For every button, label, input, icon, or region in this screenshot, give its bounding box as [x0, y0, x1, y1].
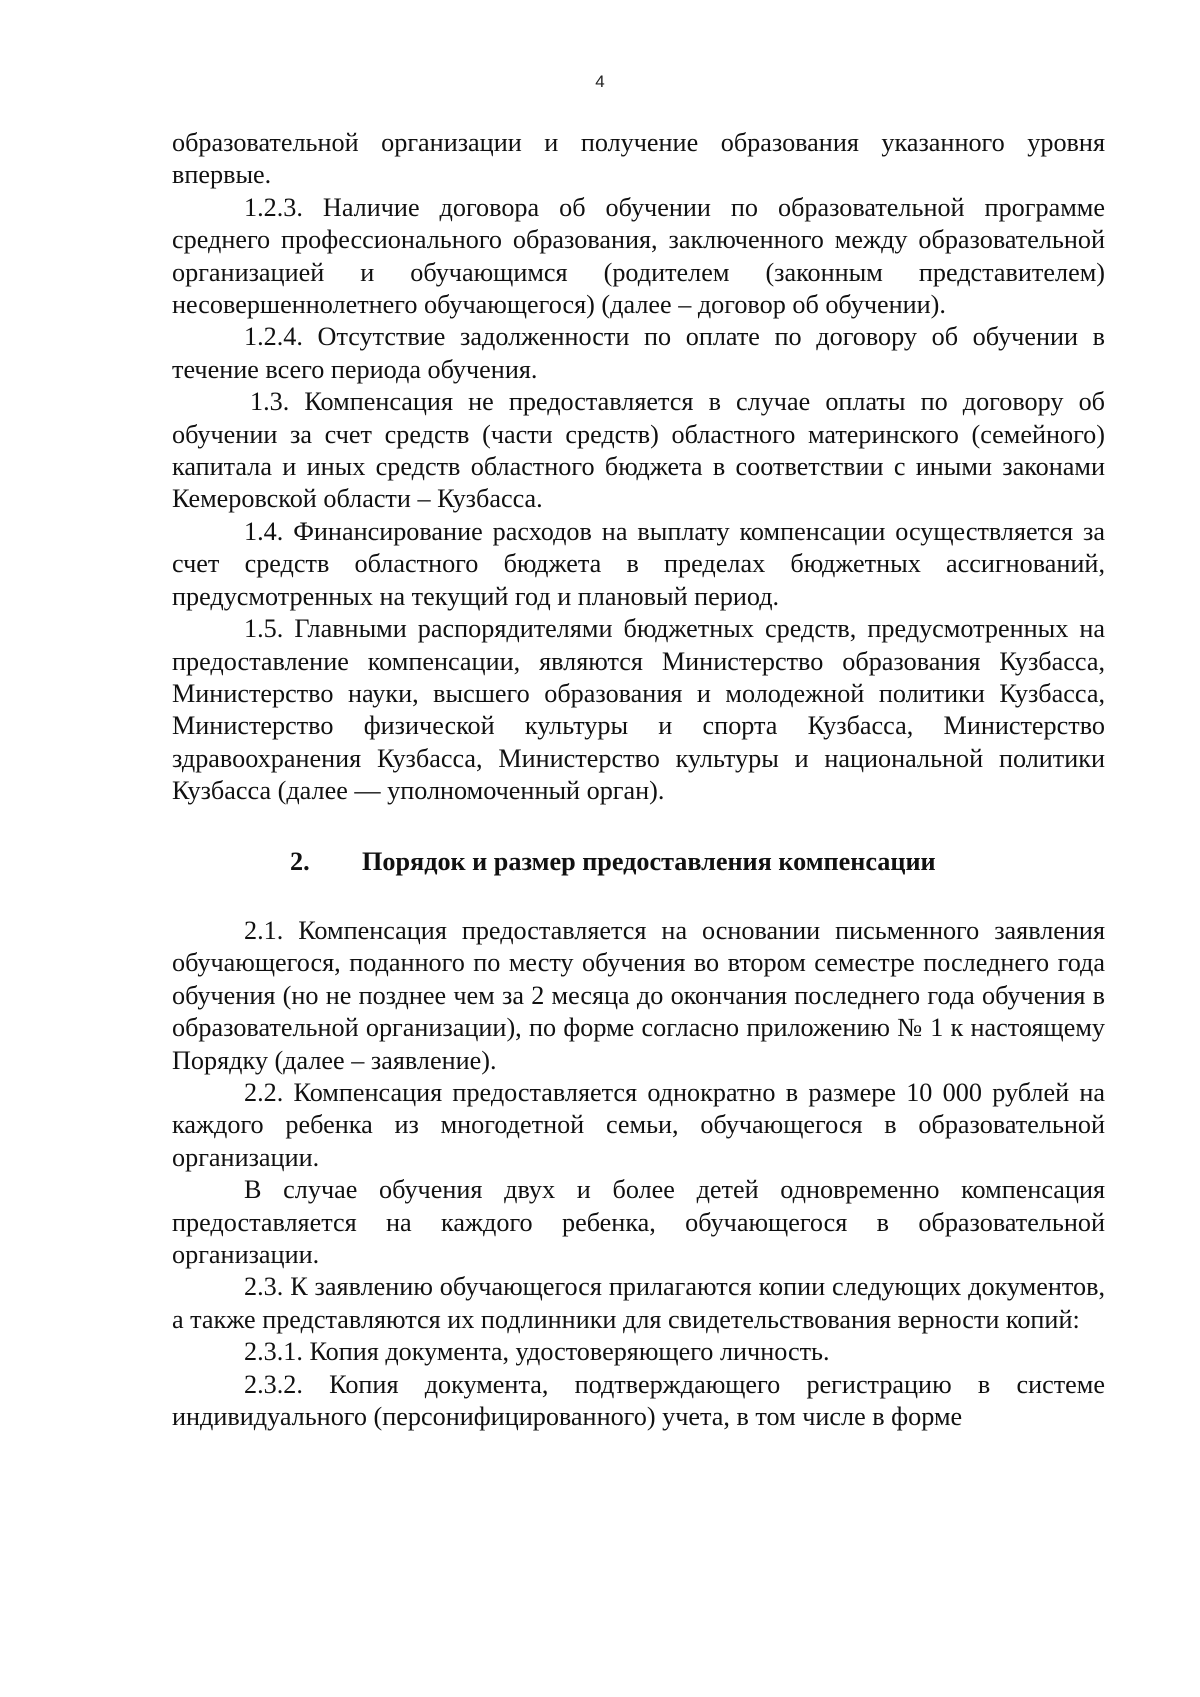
- paragraph-1-2-3: 1.2.3. Наличие договора об обучении по образовательной программе среднего профессионального образования, заключенного между образовательной организацией и обучающимся (родителем (законным представителем) несовершеннолетнего обучающегося) (далее – договор об обучении).: [172, 192, 1105, 320]
- paragraph-2-3: 2.3. К заявлению обучающегося прилагаются копии следующих документов, а также представляются их подлинники для свидетельствования верности копий:: [172, 1272, 1105, 1334]
- section-2-heading: [172, 846, 1105, 878]
- paragraph-1-2-4: 1.2.4. Отсутствие задолженности по оплате по договору об обучении в течение всего периода обучения.: [172, 322, 1105, 384]
- section-2-number: 2.: [290, 846, 310, 876]
- paragraph-1-5: 1.5. Главными распорядителями бюджетных средств, предусмотренных на предоставление компенсации, являются Министерство образования Кузбасса, Министерство науки, высшего образования и молодежной политики Кузбасса, Министерство физической культуры и спорта Кузбасса, Министерство здравоохранения Кузбасса, Министерство культуры и национальной политики Кузбасса (далее — уполномоченный орган).: [172, 614, 1105, 806]
- paragraph-2-1: 2.1. Компенсация предоставляется на основании письменного заявления обучающегося, поданного по месту обучения во втором семестре последнего года обучения (но не позднее чем за 2 месяца до окончания последнего года обучения в образовательной организации), по форме согласно приложению № 1 к настоящему Порядку (далее – заявление).: [172, 915, 1105, 1075]
- paragraph-1-3: 1.3. Компенсация не предоставляется в случае оплаты по договору об обучении за счет средств (части средств) областного материнского (семейного) капитала и иных средств областного бюджета в соответствии с иными законами Кемеровской области – Кузбасса.: [172, 387, 1105, 514]
- paragraph-2-2-continued: В случае обучения двух и более детей одновременно компенсация предоставляется на каждого ребенка, обучающегося в образовательной организации.: [172, 1175, 1105, 1269]
- document-body: [172, 127, 1105, 1433]
- paragraph-continuation: образовательной организации и получение образования указанного уровня впервые.: [172, 128, 1105, 190]
- paragraph-2-2: 2.2. Компенсация предоставляется однократно в размере 10 000 рублей на каждого ребенка из многодетной семьи, обучающегося в образовательной организации.: [172, 1077, 1105, 1172]
- paragraph-2-3-2: 2.3.2. Копия документа, подтверждающего регистрацию в системе индивидуального (персонифицированного) учета, в том числе в форме: [172, 1369, 1105, 1432]
- page-number: 4: [595, 72, 605, 91]
- section-2-title: Порядок и размер предоставления компенсации: [362, 846, 936, 876]
- paragraph-2-3-1: 2.3.1. Копия документа, удостоверяющего личность.: [244, 1337, 830, 1367]
- paragraph-1-4: 1.4. Финансирование расходов на выплату компенсации осуществляется за счет средств областного бюджета в пределах бюджетных ассигнований, предусмотренных на текущий год и плановый период.: [172, 516, 1105, 611]
